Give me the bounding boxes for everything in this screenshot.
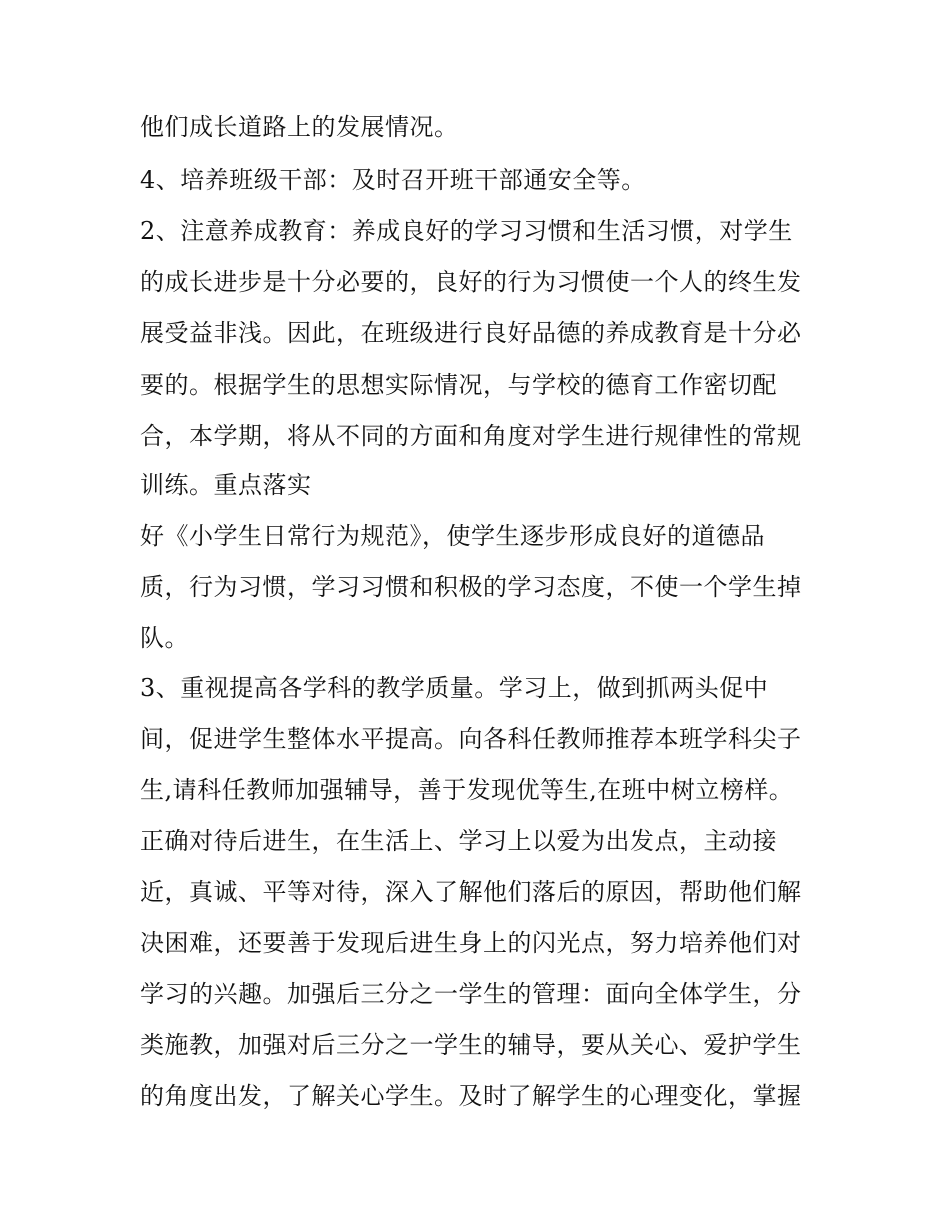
text-line: 学习的兴趣。加强后三分之一学生的管理：面向全体学生，分 [140,980,802,1008]
text-line: 3、重视提高各学科的教学质量。学习上，做到抓两头促中 [140,674,769,702]
text-line: 2、注意养成教育：养成良好的学习习惯和生活习惯，对学生 [140,217,793,245]
text-line: 的角度出发，了解关心学生。及时了解学生的心理变化，掌握 [140,1082,802,1110]
text-line: 训练。重点落实 [140,471,312,499]
text-line: 近，真诚、平等对待，深入了解他们落后的原因，帮助他们解 [140,878,802,906]
text-line: 展受益非浅。因此，在班级进行良好品德的养成教育是十分必 [140,319,802,347]
text-line: 生,请科任教师加强辅导，善于发现优等生,在班中树立榜样。 [140,776,794,804]
text-line: 决困难，还要善于发现后进生身上的闪光点，努力培养他们对 [140,929,802,957]
text-line: 质，行为习惯，学习习惯和积极的学习态度，不使一个学生掉 [140,573,802,601]
text-line: 正确对待后进生，在生活上、学习上以爱为出发点，主动接 [140,827,777,855]
text-line: 队。 [140,624,189,652]
text-line: 的成长进步是十分必要的，良好的行为习惯使一个人的终生发 [140,268,802,296]
text-line: 要的。根据学生的思想实际情况，与学校的德育工作密切配 [140,371,777,399]
text-line: 间，促进学生整体水平提高。向各科任教师推荐本班学科尖子 [140,725,802,753]
text-line: 类施教，加强对后三分之一学生的辅导，要从关心、爱护学生 [140,1031,802,1059]
text-line: 合，本学期，将从不同的方面和角度对学生进行规律性的常规 [140,422,802,450]
text-line: 他们成长道路上的发展情况。 [140,113,459,141]
text-line: 4、培养班级干部：及时召开班干部通安全等。 [140,166,646,194]
text-line: 好《小学生日常行为规范》，使学生逐步形成良好的道德品 [140,522,765,550]
